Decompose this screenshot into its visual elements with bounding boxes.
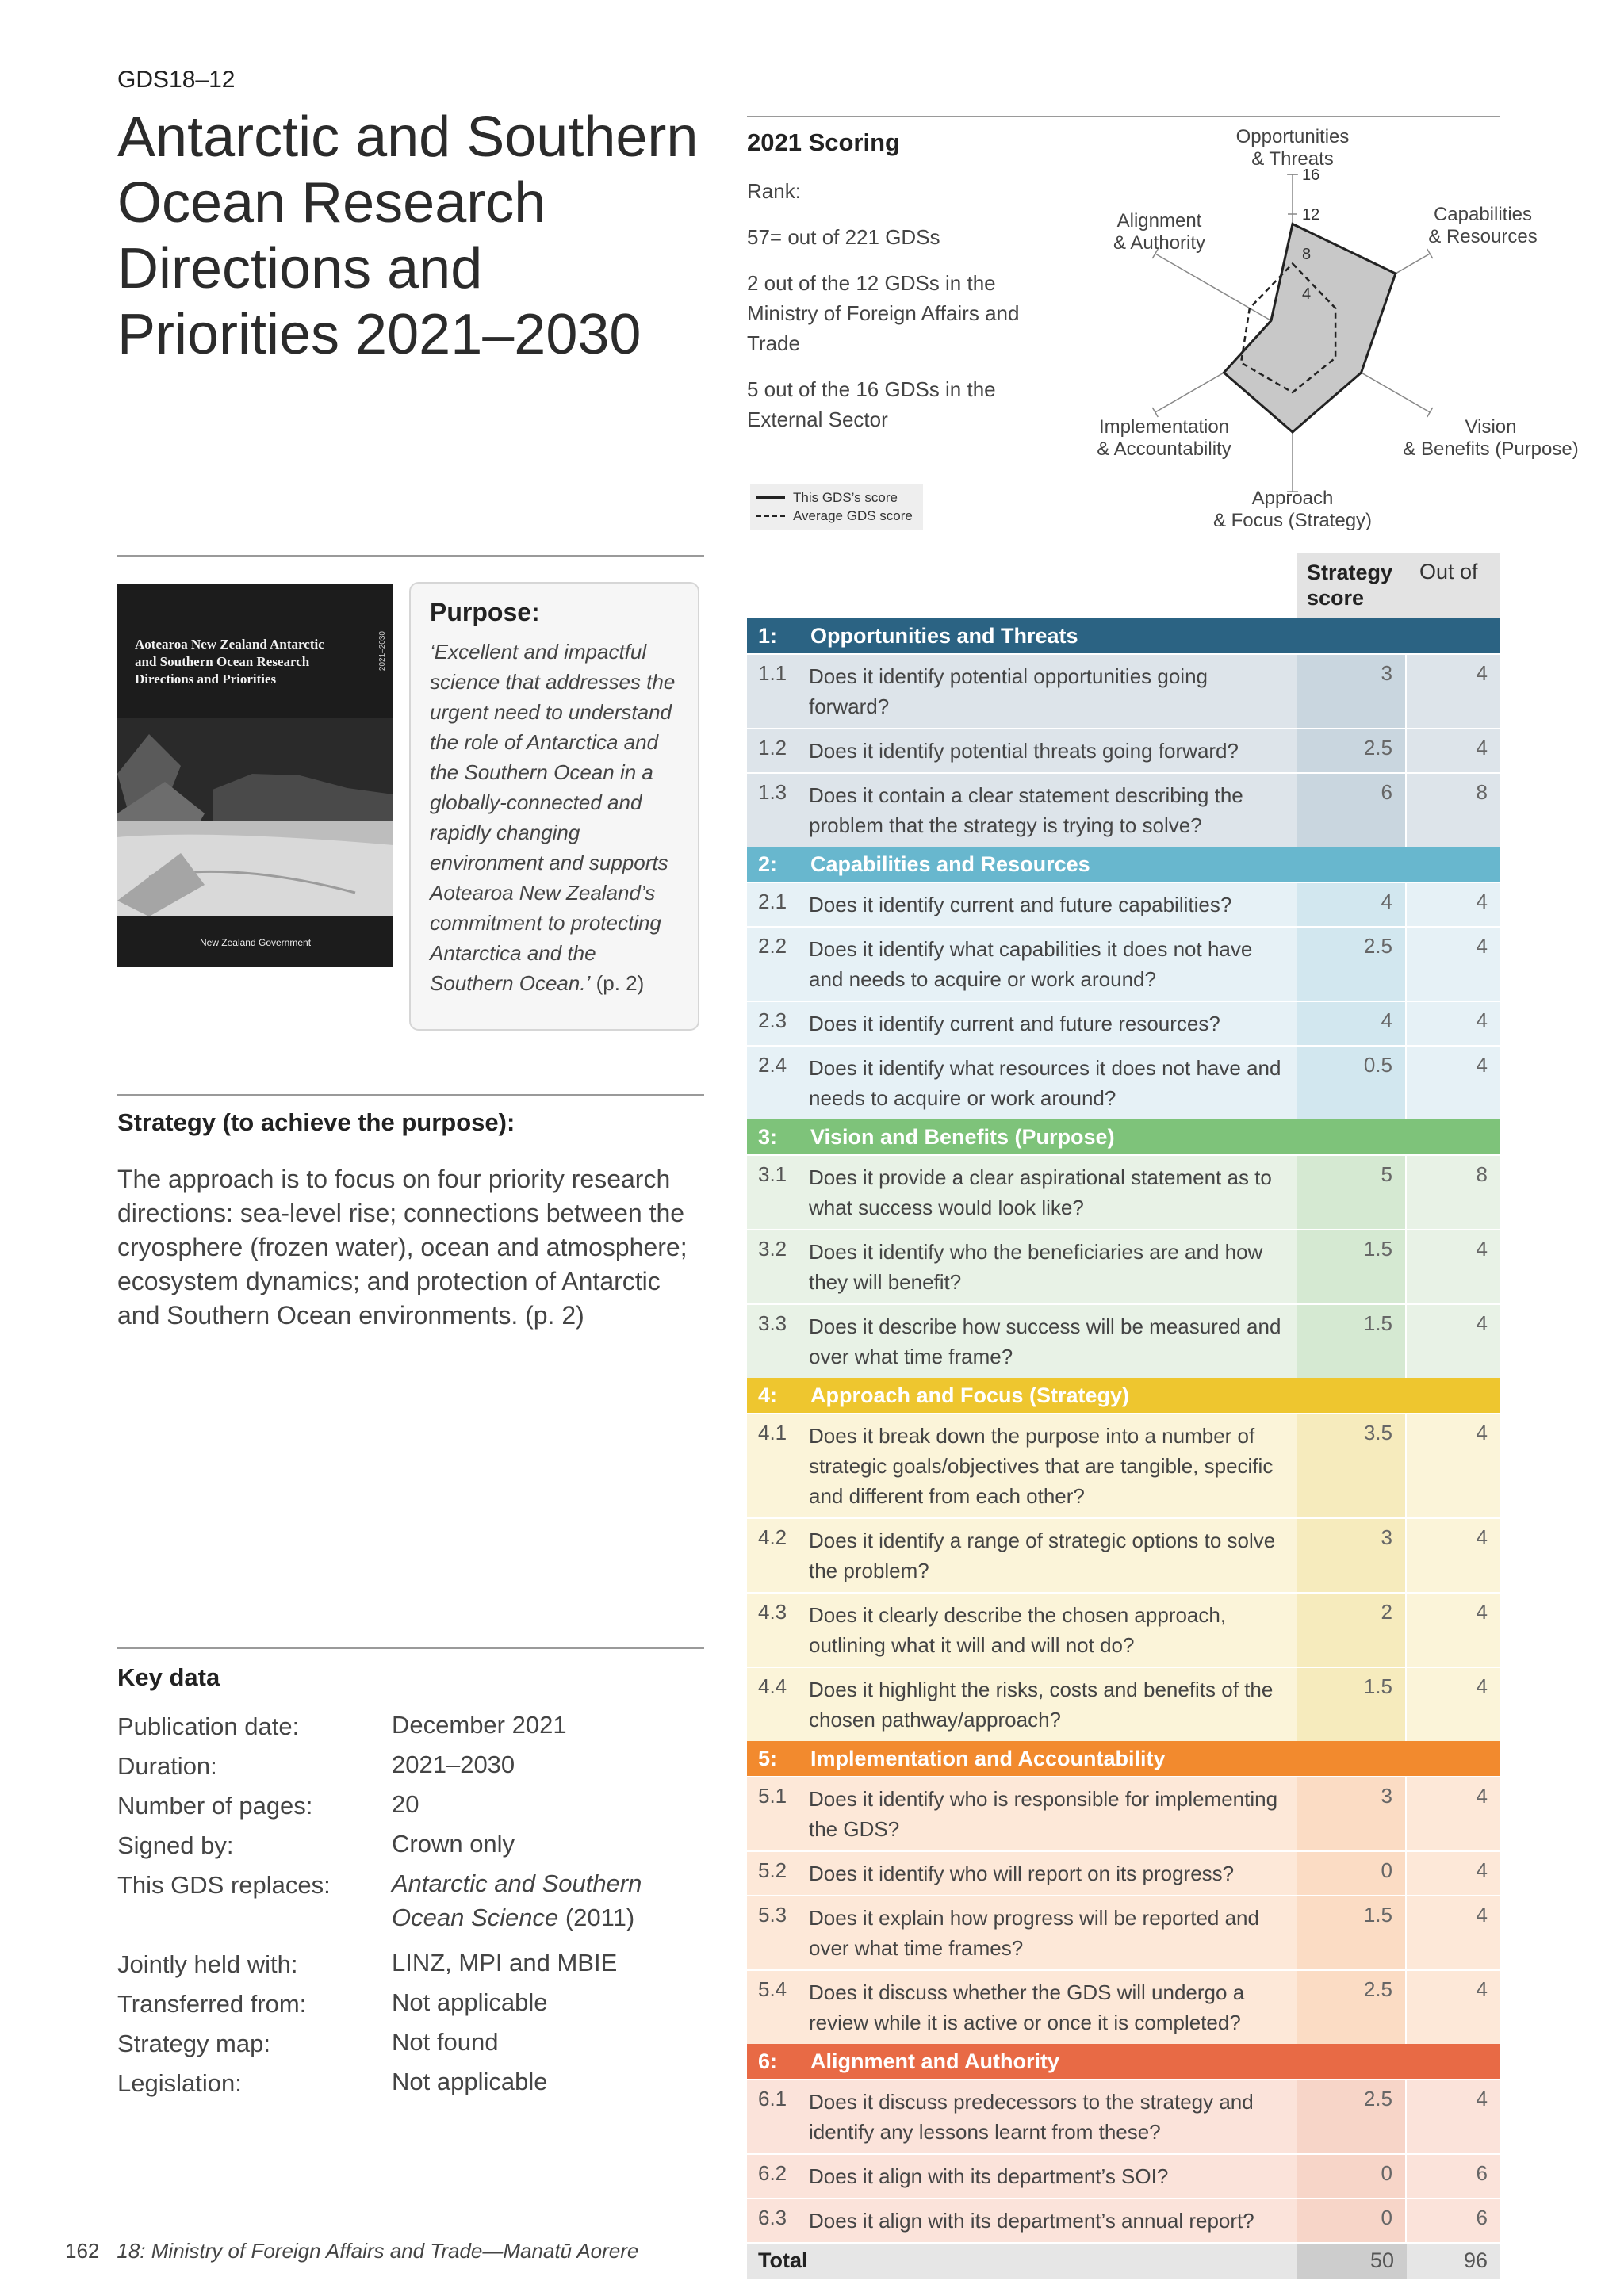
- rank-sector: 5 out of the 16 GDSs in the External Sector: [747, 377, 996, 431]
- strategy-score: 2.5: [1297, 729, 1407, 772]
- radar-axis-label: Capabilities & Resources: [1428, 204, 1538, 247]
- question-text: Does it provide a clear aspirational statement as to what success would look like?: [809, 1165, 1272, 1219]
- question-text: Does it identify who the beneficiaries are and how they will benefit?: [809, 1240, 1263, 1294]
- out-of-score: 4: [1476, 934, 1488, 958]
- purpose-quote: ‘Excellent and impactful science that addresses the urgent need to understand the role of Antarctica and the Southern Ocean in a globally-connected and rapidly changing environment and supports Aotearoa New Zealand’s commitment to protecting Antarctica and the Southern Ocean.’: [430, 640, 676, 995]
- page-number: 162: [65, 2239, 100, 2263]
- section-number: 5:: [758, 1747, 778, 1770]
- document-code: GDS18–12: [117, 67, 236, 93]
- key-data-label: Strategy map:: [117, 2030, 270, 2057]
- question-number: 5.1: [758, 1784, 787, 1808]
- key-data-value: [392, 1747, 693, 1781]
- purpose-box: [409, 582, 699, 1031]
- strategy-score: 3: [1297, 1519, 1407, 1592]
- out-of-score: 4: [1476, 1600, 1488, 1624]
- question-text: Does it identify a range of strategic options to solve the problem?: [809, 1529, 1276, 1582]
- key-data-heading: Key data: [117, 1663, 220, 1691]
- question-number: 1.2: [758, 736, 787, 760]
- section-header: [747, 2044, 1500, 2079]
- out-of-score: 4: [1476, 736, 1488, 760]
- question-number: 2.3: [758, 1008, 787, 1032]
- section-header: [747, 1378, 1500, 1413]
- strategy-score: 4: [1297, 1002, 1407, 1045]
- question-text: Does it identify what capabilities it does not have and needs to acquire or work around?: [809, 937, 1253, 991]
- scoring-heading: 2021 Scoring: [747, 128, 900, 156]
- strategy-score: 2.5: [1297, 928, 1407, 1001]
- out-of-score: 4: [1476, 1421, 1488, 1445]
- table-row: [747, 1776, 1500, 1850]
- key-data-value: [392, 1708, 693, 1742]
- total-out-of: 96: [1463, 2248, 1488, 2272]
- table-row: [747, 728, 1500, 772]
- key-data-value-text: Not applicable: [392, 2068, 548, 2095]
- section-header: [747, 847, 1500, 882]
- question-text: Does it identify potential threats going forward?: [809, 739, 1239, 763]
- out-of-score: 8: [1476, 780, 1488, 804]
- strategy-score: 5: [1297, 1156, 1407, 1229]
- question-text: Does it identify potential opportunities going forward?: [809, 664, 1208, 718]
- cover-logo: New Zealand Government: [199, 937, 312, 948]
- out-of-score: 4: [1476, 1977, 1488, 2001]
- strategy-score: 3: [1297, 655, 1407, 728]
- key-data-value: [392, 2064, 693, 2099]
- question-number: 2.2: [758, 934, 787, 958]
- question-text: Does it explain how progress will be reported and over what time frames?: [809, 1906, 1259, 1960]
- cover-title: Aotearoa New Zealand Antarctic and Southern Ocean Research Directions and Priorities: [135, 637, 324, 687]
- question-number: 4.3: [758, 1600, 787, 1624]
- key-data-value: [392, 1827, 693, 1861]
- divider: [747, 116, 1500, 117]
- question-number: 6.3: [758, 2206, 787, 2229]
- legend-average: Average GDS score: [756, 507, 917, 525]
- radar-tick-label: 16: [1302, 166, 1320, 184]
- strategy-score: 1.5: [1297, 1230, 1407, 1303]
- key-data-value-text: Not found: [392, 2028, 499, 2056]
- question-text: Does it identify who is responsible for implementing the GDS?: [809, 1787, 1278, 1841]
- radar-tick-label: 12: [1302, 206, 1320, 224]
- dashed-line-icon: [756, 515, 785, 517]
- strategy-score: 0: [1297, 2155, 1407, 2198]
- key-data-value-text: 20: [392, 1790, 419, 1818]
- section-number: 1:: [758, 624, 778, 648]
- question-number: 6.2: [758, 2161, 787, 2185]
- radar-axis-label: Implementation & Accountability: [1097, 416, 1231, 460]
- key-data-value-text: Not applicable: [392, 1988, 548, 2016]
- table-body: [747, 618, 1500, 2242]
- table-row: [747, 1154, 1500, 1229]
- cover-image: [117, 584, 393, 967]
- key-data-value: [392, 1985, 693, 2019]
- key-data-label: Legislation:: [117, 2069, 242, 2097]
- key-data-value: [392, 1946, 693, 1980]
- key-data-label: Duration:: [117, 1752, 217, 1780]
- table-row: [747, 1667, 1500, 1741]
- strategy-score: 0.5: [1297, 1047, 1407, 1119]
- table-row: [747, 1850, 1500, 1895]
- footer-text: 18: Ministry of Foreign Affairs and Trade—Manatū Aorere: [117, 2239, 639, 2263]
- section-number: 2:: [758, 852, 778, 876]
- question-text: Does it identify current and future resources?: [809, 1012, 1220, 1035]
- strategy-score: 1.5: [1297, 1668, 1407, 1741]
- strategy-score: 1.5: [1297, 1896, 1407, 1969]
- section-number: 4:: [758, 1383, 778, 1407]
- question-text: Does it describe how success will be measured and over what time frame?: [809, 1314, 1281, 1368]
- key-data-label: Jointly held with:: [117, 1950, 298, 1978]
- question-number: 4.1: [758, 1421, 787, 1445]
- column-header-strategy-score: Strategy score: [1297, 553, 1407, 618]
- key-data-label: Publication date:: [117, 1712, 300, 1740]
- question-number: 3.1: [758, 1162, 787, 1186]
- question-number: 2.1: [758, 890, 787, 913]
- out-of-score: 4: [1476, 1674, 1488, 1698]
- purpose-ref: (p. 2): [590, 971, 645, 995]
- out-of-score: 4: [1476, 1903, 1488, 1927]
- divider: [117, 1094, 704, 1096]
- question-number: 4.2: [758, 1525, 787, 1549]
- question-text: Does it break down the purpose into a number of strategic goals/objectives that are tangible, specific and different from each other?: [809, 1424, 1274, 1508]
- section-number: 6:: [758, 2049, 778, 2073]
- section-header: [747, 1119, 1500, 1154]
- question-number: 5.2: [758, 1858, 787, 1882]
- out-of-score: 4: [1476, 1008, 1488, 1032]
- key-data-label: This GDS replaces:: [117, 1871, 331, 1899]
- question-number: 5.3: [758, 1903, 787, 1927]
- section-number: 3:: [758, 1125, 778, 1149]
- radar-axis-label: Vision & Benefits (Purpose): [1403, 416, 1579, 460]
- table-row: [747, 2153, 1500, 2198]
- strategy-score: 3.5: [1297, 1414, 1407, 1517]
- question-text: Does it discuss predecessors to the strategy and identify any lessons learnt from these?: [809, 2090, 1254, 2144]
- out-of-score: 4: [1476, 1053, 1488, 1077]
- strategy-score: 1.5: [1297, 1305, 1407, 1378]
- rank-department: 2 out of the 12 GDSs in the Ministry of Foreign Affairs and Trade: [747, 271, 1020, 355]
- table-row: [747, 926, 1500, 1001]
- radar-legend: [750, 484, 923, 530]
- question-text: Does it identify what resources it does not have and needs to acquire or work around?: [809, 1056, 1281, 1110]
- strategy-score: 2.5: [1297, 2080, 1407, 2153]
- section-title: Implementation and Accountability: [810, 1747, 1166, 1770]
- table-row: [747, 772, 1500, 847]
- strategy-text: The approach is to focus on four priority research directions: sea-level rise; connections between the cryosphere (frozen water), ocean and atmosphere; ecosystem dynamics; and protection of Antarctic and Southern Ocean environments. (p. 2): [117, 1165, 688, 1330]
- divider: [117, 1647, 704, 1649]
- question-text: Does it identify current and future capabilities?: [809, 893, 1232, 916]
- key-data-value-suffix: (2011): [558, 1904, 635, 1931]
- radar-tick-label: 8: [1302, 246, 1312, 263]
- out-of-score: 4: [1476, 2087, 1488, 2110]
- strategy-score: 0: [1297, 1852, 1407, 1895]
- question-number: 2.4: [758, 1053, 787, 1077]
- radar-chart: [1063, 119, 1579, 539]
- strategy-score: 4: [1297, 883, 1407, 926]
- strategy-score: 2: [1297, 1594, 1407, 1667]
- out-of-score: 4: [1476, 1858, 1488, 1882]
- out-of-score: 4: [1476, 1311, 1488, 1335]
- table-row: [747, 1303, 1500, 1378]
- strategy-score: 6: [1297, 774, 1407, 847]
- table-row: [747, 1592, 1500, 1667]
- radar-axis-tick: [1427, 249, 1433, 258]
- key-data-value: [392, 2025, 693, 2059]
- out-of-score: 4: [1476, 1237, 1488, 1261]
- table-row: [747, 2079, 1500, 2153]
- out-of-score: 6: [1476, 2161, 1488, 2185]
- purpose-heading: Purpose:: [430, 598, 540, 626]
- question-number: 3.3: [758, 1311, 787, 1335]
- page-title: Antarctic and Southern Ocean Research Directions and Priorities 2021–2030: [117, 105, 699, 366]
- solid-line-icon: [756, 496, 785, 499]
- question-number: 1.3: [758, 780, 787, 804]
- question-text: Does it align with its department’s annual report?: [809, 2209, 1254, 2233]
- strategy-score: 0: [1297, 2199, 1407, 2242]
- rank-overall: 57= out of 221 GDSs: [747, 225, 940, 249]
- key-data-value: [392, 1787, 693, 1821]
- question-number: 4.4: [758, 1674, 787, 1698]
- key-data-value-text: LINZ, MPI and MBIE: [392, 1949, 618, 1976]
- section-header: [747, 1741, 1500, 1776]
- radar-axis-tick: [1427, 408, 1433, 417]
- strategy-score: 2.5: [1297, 1971, 1407, 2044]
- section-title: Approach and Focus (Strategy): [810, 1383, 1130, 1407]
- divider: [117, 555, 704, 557]
- question-text: Does it discuss whether the GDS will undergo a review while it is active or once it is completed?: [809, 1980, 1245, 2034]
- table-row: [747, 1045, 1500, 1119]
- question-number: 6.1: [758, 2087, 787, 2110]
- cover-spine: 2021–2030: [378, 631, 387, 672]
- page-footer: [65, 2239, 638, 2263]
- out-of-score: 8: [1476, 1162, 1488, 1186]
- table-row: [747, 2198, 1500, 2242]
- total-score: 50: [1297, 2244, 1407, 2279]
- column-header-out-of: Out of: [1407, 553, 1500, 618]
- radar-axis-label: Opportunities & Threats: [1235, 126, 1350, 170]
- key-data-value-text: 2021–2030: [392, 1751, 515, 1778]
- question-number: 5.4: [758, 1977, 787, 2001]
- total-label: Total: [758, 2248, 808, 2272]
- section-title: Opportunities and Threats: [810, 624, 1078, 648]
- key-data-value-text: Antarctic and Southern Ocean Science: [392, 1869, 642, 1931]
- table-row: [747, 1895, 1500, 1969]
- legend-this-gds: This GDS’s score: [756, 488, 917, 507]
- strategy-score: 3: [1297, 1777, 1407, 1850]
- table-row: [747, 1517, 1500, 1592]
- table-header: [747, 553, 1500, 618]
- out-of-score: 6: [1476, 2206, 1488, 2229]
- out-of-score: 4: [1476, 1784, 1488, 1808]
- key-data-value-text: December 2021: [392, 1711, 567, 1739]
- out-of-score: 4: [1476, 1525, 1488, 1549]
- key-data-label: Transferred from:: [117, 1990, 307, 2018]
- rank-label: Rank:: [747, 179, 801, 203]
- key-data-value-text: Crown only: [392, 1830, 515, 1858]
- out-of-score: 4: [1476, 661, 1488, 685]
- question-text: Does it identify who will report on its progress?: [809, 1862, 1235, 1885]
- question-number: 1.1: [758, 661, 787, 685]
- out-of-score: 4: [1476, 890, 1488, 913]
- section-title: Vision and Benefits (Purpose): [810, 1125, 1115, 1149]
- key-data-label: Signed by:: [117, 1831, 234, 1859]
- key-data-value: [392, 1866, 693, 1934]
- radar-axis-label: Alignment & Authority: [1113, 210, 1206, 254]
- table-row: [747, 1413, 1500, 1517]
- total-row: [747, 2242, 1500, 2279]
- table-row: [747, 1969, 1500, 2044]
- section-header: [747, 618, 1500, 653]
- question-text: Does it highlight the risks, costs and benefits of the chosen pathway/approach?: [809, 1678, 1274, 1732]
- table-row: [747, 882, 1500, 926]
- section-title: Alignment and Authority: [810, 2049, 1059, 2073]
- purpose-text: [430, 637, 679, 998]
- table-row: [747, 1001, 1500, 1045]
- question-text: Does it align with its department’s SOI?: [809, 2164, 1169, 2188]
- key-data-label: Number of pages:: [117, 1792, 313, 1820]
- table-row: [747, 1229, 1500, 1303]
- question-number: 3.2: [758, 1237, 787, 1261]
- strategy-heading: Strategy (to achieve the purpose):: [117, 1108, 515, 1136]
- section-title: Capabilities and Resources: [810, 852, 1090, 876]
- question-text: Does it contain a clear statement describing the problem that the strategy is trying to solve?: [809, 783, 1243, 837]
- question-text: Does it clearly describe the chosen approach, outlining what it will and will not do?: [809, 1603, 1227, 1657]
- table-row: [747, 653, 1500, 728]
- cover-landscape-image: [117, 718, 393, 916]
- radar-tick-label: 4: [1302, 285, 1312, 303]
- scoring-table: [747, 553, 1500, 2279]
- radar-axis-label: Approach & Focus (Strategy): [1212, 488, 1373, 531]
